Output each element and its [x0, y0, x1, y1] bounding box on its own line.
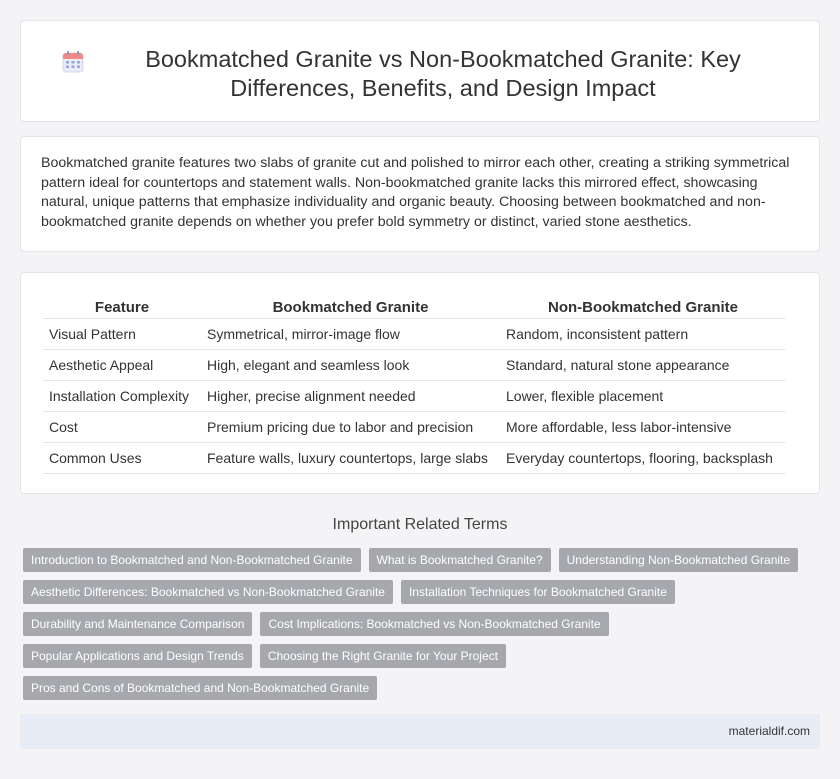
column-header: Bookmatched Granite — [201, 295, 500, 318]
related-term-tag[interactable]: Choosing the Right Granite for Your Project — [260, 644, 506, 668]
table-cell: Feature walls, luxury countertops, large slabs — [201, 442, 500, 473]
related-term-tag[interactable]: Popular Applications and Design Trends — [23, 644, 252, 668]
intro-card — [20, 136, 820, 252]
related-term-tag[interactable]: Introduction to Bookmatched and Non-Bookmatched Granite — [23, 548, 361, 572]
related-term-tag[interactable]: Installation Techniques for Bookmatched Granite — [401, 580, 675, 604]
footer — [20, 714, 820, 749]
table-cell: Cost — [43, 411, 201, 442]
table-row — [43, 380, 786, 411]
table-cell: Standard, natural stone appearance — [500, 349, 786, 380]
table-cell: Installation Complexity — [43, 380, 201, 411]
related-term-tag[interactable]: What is Bookmatched Granite? — [369, 548, 551, 572]
table-cell: Lower, flexible placement — [500, 380, 786, 411]
column-header: Non-Bookmatched Granite — [500, 295, 786, 318]
page-title: Bookmatched Granite vs Non-Bookmatched Granite: Key Differences, Benefits, and Design Impact — [145, 46, 741, 101]
header-card — [20, 20, 820, 122]
table-cell: Premium pricing due to labor and precision — [201, 411, 500, 442]
table-cell: Everyday countertops, flooring, backsplash — [500, 442, 786, 473]
table-row — [43, 349, 786, 380]
table-row — [43, 442, 786, 473]
related-terms-title: Important Related Terms — [332, 516, 508, 533]
related-terms-list — [23, 548, 823, 708]
comparison-table — [43, 295, 786, 474]
table-cell: Random, inconsistent pattern — [500, 318, 786, 349]
table-cell: High, elegant and seamless look — [201, 349, 500, 380]
table-row — [43, 411, 786, 442]
site-name[interactable]: materialdif.com — [728, 724, 810, 738]
related-term-tag[interactable]: Cost Implications: Bookmatched vs Non-Bookmatched Granite — [260, 612, 608, 636]
table-cell: Common Uses — [43, 442, 201, 473]
related-term-tag[interactable]: Understanding Non-Bookmatched Granite — [559, 548, 798, 572]
comparison-table-card — [20, 272, 820, 494]
table-cell: Symmetrical, mirror-image flow — [201, 318, 500, 349]
related-term-tag[interactable]: Aesthetic Differences: Bookmatched vs Non-Bookmatched Granite — [23, 580, 393, 604]
table-cell: More affordable, less labor-intensive — [500, 411, 786, 442]
column-header: Feature — [43, 295, 201, 318]
table-row — [43, 318, 786, 349]
intro-text: Bookmatched granite features two slabs of granite cut and polished to mirror each other, creating a striking symmetrical pattern ideal for countertops and statement walls. Non-bookmatched granite lacks this mirrored effect, showcasing natural, unique patterns that emphasize individuality and organic beauty. Choosing between bookmatched and non-bookmatched granite depends on whether you prefer bold symmetry or distinct, varied stone aesthetics. — [41, 155, 790, 230]
table-cell: Higher, precise alignment needed — [201, 380, 500, 411]
table-cell: Aesthetic Appeal — [43, 349, 201, 380]
calendar-icon — [61, 50, 85, 74]
table-cell: Visual Pattern — [43, 318, 201, 349]
related-term-tag[interactable]: Pros and Cons of Bookmatched and Non-Bookmatched Granite — [23, 676, 377, 700]
related-term-tag[interactable]: Durability and Maintenance Comparison — [23, 612, 252, 636]
table-header-row — [43, 295, 786, 318]
